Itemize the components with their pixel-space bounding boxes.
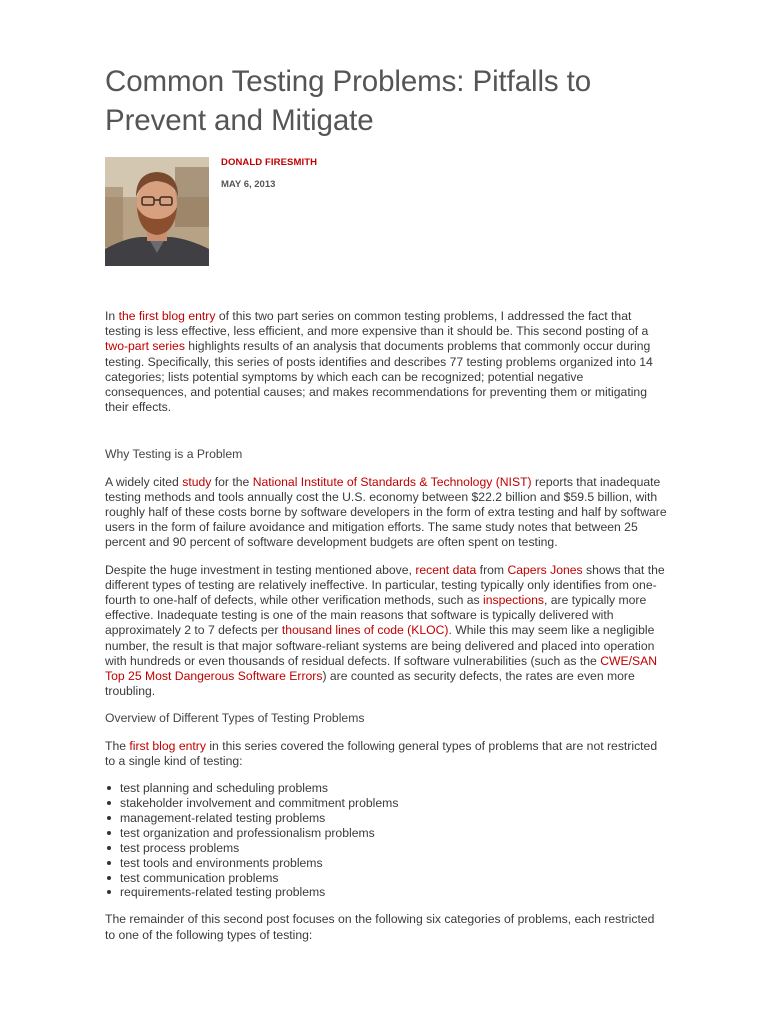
list-item-text: management-related testing problems bbox=[120, 810, 326, 825]
text-fragment: ) are counted as security defects, the rates are even more troubling. bbox=[105, 669, 635, 699]
nist-paragraph bbox=[105, 475, 667, 551]
text-fragment: The bbox=[105, 738, 130, 753]
list-item bbox=[120, 811, 667, 826]
bullet-icon bbox=[107, 861, 111, 865]
text-fragment: of this two part series on common testing problems, I addressed the fact that testing is less effective, less efficient, and more expensive than it should be. This second posting of a bbox=[105, 309, 649, 339]
text-fragment: Despite the huge investment in testing mentioned above, bbox=[105, 562, 416, 577]
text-fragment: highlights results of an analysis that documents problems that commonly occur during testing. Specifically, this series of posts identifies and describes 77 testing problems organized into 14 categories; lists potential symptoms by which each can be recognized; potential negative consequences, and potential causes; and makes recommendations for preventing them or mitigating their effects. bbox=[105, 339, 653, 415]
problem-types-list bbox=[105, 781, 667, 900]
first-blog-entry-link-2[interactable]: first blog entry bbox=[129, 738, 206, 753]
list-item-text: test tools and environments problems bbox=[120, 855, 323, 870]
section-heading-why-testing: Why Testing is a Problem bbox=[105, 447, 243, 462]
publish-date: MAY 6, 2013 bbox=[221, 179, 276, 190]
list-item-text: test communication problems bbox=[120, 870, 279, 885]
capers-jones-paragraph bbox=[105, 563, 667, 700]
list-item bbox=[120, 826, 667, 841]
bullet-icon bbox=[107, 876, 111, 880]
recent-data-link[interactable]: recent data bbox=[415, 562, 477, 577]
text-fragment: in this series covered the following general types of problems that are not restricted to a single kind of testing: bbox=[105, 738, 658, 768]
two-part-series-link[interactable]: two-part series bbox=[105, 339, 185, 354]
list-item-text: stakeholder involvement and commitment problems bbox=[120, 795, 399, 810]
text-fragment: . While this may seem like a negligible number, the result is that major software-reliant systems are being delivered and placed into operation with hundreds or even thousands of residual defects. If software vulnerabilities (such as the bbox=[105, 623, 655, 668]
first-blog-entry-link[interactable]: the first blog entry bbox=[118, 309, 216, 323]
list-item bbox=[120, 871, 667, 886]
text-fragment: In bbox=[105, 309, 119, 323]
remainder-paragraph: The remainder of this second post focuses on the following six categories of problems, each restricted to one of the following types of testing: bbox=[105, 912, 655, 942]
list-item-text: requirements-related testing problems bbox=[120, 885, 326, 900]
text-fragment: for the bbox=[211, 474, 253, 489]
text-fragment: reports that inadequate testing methods and tools annually cost the U.S. economy between $22.2 billion and $59.5 billion, with roughly half of these costs borne by software developers in the form of extra testing and half by software users in the form of failure avoidance and mitigation efforts. The same study notes that between 25 percent and 90 percent of software development budgets are often spent on testing. bbox=[105, 474, 667, 550]
list-item-text: test process problems bbox=[120, 840, 240, 855]
author-photo bbox=[105, 157, 209, 266]
kloc-link[interactable]: thousand lines of code (KLOC) bbox=[281, 623, 449, 638]
bullet-icon bbox=[107, 786, 111, 790]
bullet-icon bbox=[107, 816, 111, 820]
bullet-icon bbox=[107, 831, 111, 835]
article-body bbox=[105, 309, 667, 943]
author-name[interactable]: DONALD FIRESMITH bbox=[221, 157, 318, 168]
list-item bbox=[120, 885, 667, 900]
bullet-icon bbox=[107, 890, 111, 894]
capers-jones-link[interactable]: Capers Jones bbox=[507, 562, 583, 577]
overview-paragraph bbox=[105, 739, 667, 769]
nist-link[interactable]: National Institute of Standards & Technology (NIST) bbox=[252, 474, 532, 489]
cwe-sans-top25-link[interactable]: CWE/SAN Top 25 Most Dangerous Software Errors bbox=[105, 653, 658, 684]
list-item bbox=[120, 796, 667, 811]
text-fragment: from bbox=[476, 562, 508, 577]
section-heading-overview: Overview of Different Types of Testing Problems bbox=[105, 711, 365, 726]
article-title: Common Testing Problems: Pitfalls to Prevent and Mitigate bbox=[105, 65, 592, 137]
list-item-text: test planning and scheduling problems bbox=[120, 781, 329, 796]
text-fragment: shows that the different types of testing are relatively ineffective. In particular, testing typically only identifies from one-fourth to one-half of defects, while other verification methods, such as bbox=[105, 562, 665, 608]
inspections-link[interactable]: inspections bbox=[483, 593, 544, 608]
study-link[interactable]: study bbox=[182, 474, 212, 489]
list-item-text: test organization and professionalism problems bbox=[120, 825, 375, 840]
list-item bbox=[120, 856, 667, 871]
text-fragment: , are typically more effective. Inadequate testing is one of the main reasons that software is typically delivered with approximately 2 to 7 defects per bbox=[105, 593, 647, 638]
list-item bbox=[120, 841, 667, 856]
text-fragment: A widely cited bbox=[105, 474, 183, 489]
intro-paragraph bbox=[105, 309, 667, 415]
bullet-icon bbox=[107, 801, 111, 805]
bullet-icon bbox=[107, 846, 111, 850]
list-item bbox=[120, 781, 667, 796]
